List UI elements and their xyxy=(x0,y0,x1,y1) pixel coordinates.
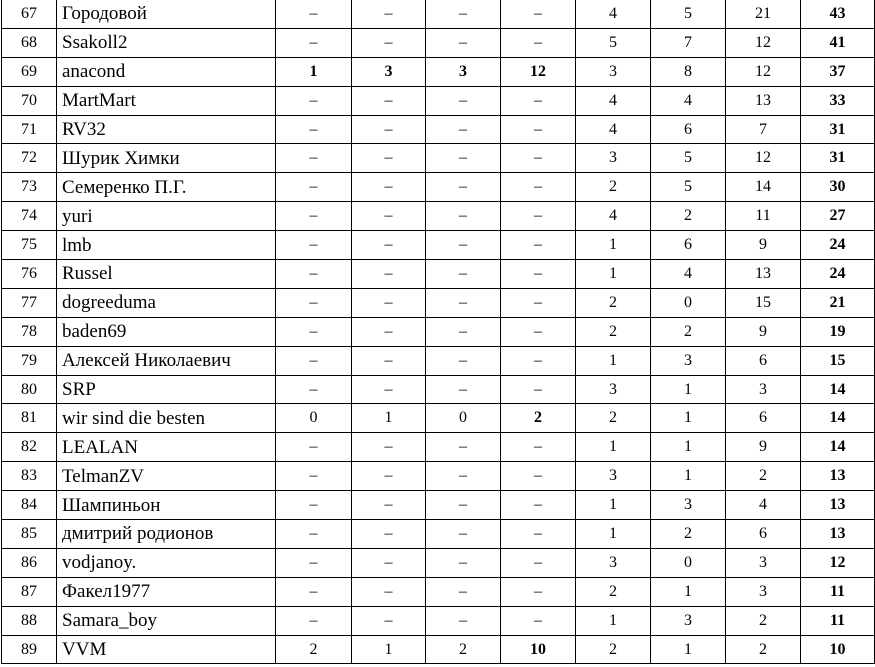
rank-cell: 87 xyxy=(2,577,57,606)
score-cell-5: 4 xyxy=(576,115,651,144)
score-cell-3: – xyxy=(426,346,501,375)
score-cell-5: 1 xyxy=(576,346,651,375)
score-cell-3: – xyxy=(426,144,501,173)
rank-cell: 85 xyxy=(2,520,57,549)
score-cell-6: 2 xyxy=(651,317,726,346)
score-cell-3: 3 xyxy=(426,57,501,86)
score-cell-7: 9 xyxy=(726,433,801,462)
score-cell-2: 3 xyxy=(352,57,426,86)
total-score-cell: 21 xyxy=(801,288,875,317)
rank-cell: 75 xyxy=(2,231,57,260)
rank-cell: 77 xyxy=(2,288,57,317)
table-row xyxy=(2,635,875,664)
total-score-cell: 27 xyxy=(801,202,875,231)
total-score-cell: 10 xyxy=(801,635,875,664)
player-name-cell: wir sind die besten xyxy=(57,404,276,433)
total-score-cell: 11 xyxy=(801,577,875,606)
score-cell-3: – xyxy=(426,115,501,144)
score-cell-7: 6 xyxy=(726,520,801,549)
score-cell-5: 4 xyxy=(576,202,651,231)
score-cell-7: 11 xyxy=(726,202,801,231)
player-name-cell: TelmanZV xyxy=(57,462,276,491)
score-cell-6: 3 xyxy=(651,491,726,520)
table-row xyxy=(2,433,875,462)
total-score-cell: 31 xyxy=(801,115,875,144)
rank-cell: 78 xyxy=(2,317,57,346)
total-score-cell: 31 xyxy=(801,144,875,173)
score-cell-4: – xyxy=(501,433,576,462)
table-row xyxy=(2,0,875,28)
score-cell-7: 12 xyxy=(726,144,801,173)
score-cell-2: – xyxy=(352,346,426,375)
score-cell-6: 6 xyxy=(651,231,726,260)
score-cell-6: 2 xyxy=(651,202,726,231)
score-cell-2: – xyxy=(352,462,426,491)
rank-cell: 83 xyxy=(2,462,57,491)
player-name-cell: yuri xyxy=(57,202,276,231)
score-cell-5: 3 xyxy=(576,144,651,173)
table-row xyxy=(2,317,875,346)
score-cell-5: 4 xyxy=(576,0,651,28)
score-cell-4: – xyxy=(501,548,576,577)
score-cell-1: – xyxy=(276,144,352,173)
score-cell-6: 5 xyxy=(651,173,726,202)
score-cell-1: – xyxy=(276,173,352,202)
score-cell-6: 3 xyxy=(651,606,726,635)
rank-cell: 73 xyxy=(2,173,57,202)
rank-cell: 67 xyxy=(2,0,57,28)
score-cell-7: 6 xyxy=(726,346,801,375)
score-cell-1: – xyxy=(276,346,352,375)
score-cell-7: 13 xyxy=(726,260,801,289)
score-cell-1: – xyxy=(276,520,352,549)
player-name-cell: MartMart xyxy=(57,86,276,115)
score-cell-5: 2 xyxy=(576,577,651,606)
score-cell-5: 2 xyxy=(576,404,651,433)
total-score-cell: 14 xyxy=(801,375,875,404)
score-cell-3: – xyxy=(426,577,501,606)
rank-cell: 81 xyxy=(2,404,57,433)
score-cell-2: – xyxy=(352,577,426,606)
score-cell-5: 4 xyxy=(576,86,651,115)
score-cell-4: – xyxy=(501,86,576,115)
score-cell-2: – xyxy=(352,375,426,404)
score-cell-3: – xyxy=(426,317,501,346)
player-name-cell: dogreeduma xyxy=(57,288,276,317)
table-row xyxy=(2,28,875,57)
score-cell-3: – xyxy=(426,375,501,404)
score-cell-6: 5 xyxy=(651,0,726,28)
player-name-cell: Городовой xyxy=(57,0,276,28)
table-row xyxy=(2,86,875,115)
player-name-cell: lmb xyxy=(57,231,276,260)
total-score-cell: 11 xyxy=(801,606,875,635)
score-cell-2: – xyxy=(352,317,426,346)
standings-table xyxy=(1,0,875,664)
score-cell-2: 1 xyxy=(352,404,426,433)
score-cell-1: 1 xyxy=(276,57,352,86)
player-name-cell: Факел1977 xyxy=(57,577,276,606)
score-cell-6: 1 xyxy=(651,375,726,404)
table-row xyxy=(2,260,875,289)
score-cell-5: 1 xyxy=(576,433,651,462)
score-cell-5: 2 xyxy=(576,288,651,317)
score-cell-2: – xyxy=(352,520,426,549)
score-cell-3: – xyxy=(426,288,501,317)
score-cell-4: – xyxy=(501,491,576,520)
score-cell-4: – xyxy=(501,462,576,491)
player-name-cell: Семеренко П.Г. xyxy=(57,173,276,202)
score-cell-1: – xyxy=(276,260,352,289)
score-cell-2: – xyxy=(352,231,426,260)
score-cell-7: 2 xyxy=(726,606,801,635)
total-score-cell: 12 xyxy=(801,548,875,577)
score-cell-7: 12 xyxy=(726,57,801,86)
score-cell-3: 2 xyxy=(426,635,501,664)
score-cell-3: – xyxy=(426,231,501,260)
score-cell-5: 3 xyxy=(576,57,651,86)
score-cell-5: 2 xyxy=(576,317,651,346)
score-cell-1: – xyxy=(276,577,352,606)
total-score-cell: 13 xyxy=(801,491,875,520)
score-cell-7: 2 xyxy=(726,635,801,664)
score-cell-5: 1 xyxy=(576,231,651,260)
score-cell-5: 1 xyxy=(576,520,651,549)
score-cell-3: – xyxy=(426,28,501,57)
score-cell-6: 0 xyxy=(651,548,726,577)
score-cell-2: 1 xyxy=(352,635,426,664)
player-name-cell: SRP xyxy=(57,375,276,404)
score-cell-2: – xyxy=(352,548,426,577)
rank-cell: 70 xyxy=(2,86,57,115)
score-cell-6: 1 xyxy=(651,577,726,606)
table-row xyxy=(2,462,875,491)
table-row xyxy=(2,404,875,433)
table-row xyxy=(2,231,875,260)
score-cell-5: 5 xyxy=(576,28,651,57)
score-cell-3: – xyxy=(426,202,501,231)
score-cell-4: – xyxy=(501,260,576,289)
rank-cell: 74 xyxy=(2,202,57,231)
score-cell-5: 2 xyxy=(576,173,651,202)
score-cell-4: – xyxy=(501,0,576,28)
rank-cell: 76 xyxy=(2,260,57,289)
score-cell-1: – xyxy=(276,606,352,635)
player-name-cell: дмитрий родионов xyxy=(57,520,276,549)
table-row xyxy=(2,288,875,317)
table-row xyxy=(2,548,875,577)
score-cell-2: – xyxy=(352,606,426,635)
player-name-cell: LEALAN xyxy=(57,433,276,462)
score-cell-6: 4 xyxy=(651,86,726,115)
score-cell-4: – xyxy=(501,115,576,144)
score-cell-2: – xyxy=(352,144,426,173)
score-cell-1: – xyxy=(276,462,352,491)
table-row xyxy=(2,577,875,606)
score-cell-4: 2 xyxy=(501,404,576,433)
score-cell-3: – xyxy=(426,520,501,549)
total-score-cell: 15 xyxy=(801,346,875,375)
score-cell-3: – xyxy=(426,462,501,491)
total-score-cell: 41 xyxy=(801,28,875,57)
score-cell-1: – xyxy=(276,86,352,115)
score-cell-2: – xyxy=(352,491,426,520)
score-cell-4: – xyxy=(501,606,576,635)
score-cell-5: 1 xyxy=(576,606,651,635)
score-cell-2: – xyxy=(352,28,426,57)
score-cell-1: – xyxy=(276,433,352,462)
total-score-cell: 13 xyxy=(801,520,875,549)
total-score-cell: 24 xyxy=(801,231,875,260)
score-cell-6: 7 xyxy=(651,28,726,57)
table-row xyxy=(2,606,875,635)
table-row xyxy=(2,375,875,404)
score-cell-5: 1 xyxy=(576,491,651,520)
total-score-cell: 13 xyxy=(801,462,875,491)
score-cell-1: – xyxy=(276,28,352,57)
total-score-cell: 19 xyxy=(801,317,875,346)
score-cell-7: 6 xyxy=(726,404,801,433)
score-cell-3: – xyxy=(426,260,501,289)
score-cell-1: – xyxy=(276,288,352,317)
player-name-cell: Samara_boy xyxy=(57,606,276,635)
total-score-cell: 30 xyxy=(801,173,875,202)
score-cell-1: – xyxy=(276,0,352,28)
player-name-cell: anacond xyxy=(57,57,276,86)
total-score-cell: 14 xyxy=(801,433,875,462)
standings-body xyxy=(2,0,875,664)
score-cell-7: 3 xyxy=(726,577,801,606)
table-row xyxy=(2,144,875,173)
rank-cell: 82 xyxy=(2,433,57,462)
score-cell-2: – xyxy=(352,260,426,289)
rank-cell: 89 xyxy=(2,635,57,664)
score-cell-4: – xyxy=(501,346,576,375)
player-name-cell: Шурик Химки xyxy=(57,144,276,173)
total-score-cell: 24 xyxy=(801,260,875,289)
score-cell-7: 9 xyxy=(726,317,801,346)
player-name-cell: Ssakoll2 xyxy=(57,28,276,57)
score-cell-1: – xyxy=(276,115,352,144)
player-name-cell: Алексей Николаевич xyxy=(57,346,276,375)
score-cell-3: 0 xyxy=(426,404,501,433)
player-name-cell: vodjanoy. xyxy=(57,548,276,577)
table-row xyxy=(2,346,875,375)
score-cell-6: 8 xyxy=(651,57,726,86)
score-cell-3: – xyxy=(426,0,501,28)
score-cell-7: 9 xyxy=(726,231,801,260)
total-score-cell: 43 xyxy=(801,0,875,28)
score-cell-4: – xyxy=(501,317,576,346)
score-cell-6: 5 xyxy=(651,144,726,173)
total-score-cell: 37 xyxy=(801,57,875,86)
score-cell-6: 2 xyxy=(651,520,726,549)
score-cell-6: 1 xyxy=(651,433,726,462)
score-cell-4: 12 xyxy=(501,57,576,86)
score-cell-3: – xyxy=(426,606,501,635)
score-cell-7: 21 xyxy=(726,0,801,28)
score-cell-3: – xyxy=(426,548,501,577)
rank-cell: 68 xyxy=(2,28,57,57)
score-cell-1: – xyxy=(276,548,352,577)
rank-cell: 71 xyxy=(2,115,57,144)
score-cell-3: – xyxy=(426,433,501,462)
score-cell-2: – xyxy=(352,202,426,231)
score-cell-7: 2 xyxy=(726,462,801,491)
rank-cell: 79 xyxy=(2,346,57,375)
score-cell-6: 1 xyxy=(651,404,726,433)
score-cell-6: 4 xyxy=(651,260,726,289)
score-cell-7: 14 xyxy=(726,173,801,202)
table-row xyxy=(2,520,875,549)
score-cell-1: – xyxy=(276,491,352,520)
score-cell-4: – xyxy=(501,144,576,173)
rank-cell: 86 xyxy=(2,548,57,577)
rank-cell: 72 xyxy=(2,144,57,173)
player-name-cell: RV32 xyxy=(57,115,276,144)
score-cell-4: 10 xyxy=(501,635,576,664)
score-cell-1: – xyxy=(276,375,352,404)
score-cell-5: 2 xyxy=(576,635,651,664)
player-name-cell: VVM xyxy=(57,635,276,664)
score-cell-6: 0 xyxy=(651,288,726,317)
score-cell-2: – xyxy=(352,173,426,202)
total-score-cell: 33 xyxy=(801,86,875,115)
score-cell-2: – xyxy=(352,0,426,28)
score-cell-7: 12 xyxy=(726,28,801,57)
rank-cell: 80 xyxy=(2,375,57,404)
score-cell-1: 2 xyxy=(276,635,352,664)
score-cell-5: 3 xyxy=(576,462,651,491)
score-cell-6: 1 xyxy=(651,635,726,664)
score-cell-4: – xyxy=(501,202,576,231)
score-cell-4: – xyxy=(501,288,576,317)
table-row xyxy=(2,202,875,231)
score-cell-6: 1 xyxy=(651,462,726,491)
score-cell-3: – xyxy=(426,86,501,115)
score-cell-1: – xyxy=(276,317,352,346)
score-cell-4: – xyxy=(501,520,576,549)
player-name-cell: baden69 xyxy=(57,317,276,346)
score-cell-3: – xyxy=(426,491,501,520)
score-cell-2: – xyxy=(352,86,426,115)
player-name-cell: Шампиньон xyxy=(57,491,276,520)
score-cell-4: – xyxy=(501,231,576,260)
total-score-cell: 14 xyxy=(801,404,875,433)
score-cell-7: 7 xyxy=(726,115,801,144)
rank-cell: 88 xyxy=(2,606,57,635)
score-cell-2: – xyxy=(352,288,426,317)
table-row xyxy=(2,57,875,86)
score-cell-5: 3 xyxy=(576,375,651,404)
score-cell-5: 3 xyxy=(576,548,651,577)
table-row xyxy=(2,173,875,202)
score-cell-6: 6 xyxy=(651,115,726,144)
score-cell-3: – xyxy=(426,173,501,202)
score-cell-7: 15 xyxy=(726,288,801,317)
rank-cell: 69 xyxy=(2,57,57,86)
score-cell-4: – xyxy=(501,173,576,202)
table-row xyxy=(2,115,875,144)
score-cell-4: – xyxy=(501,28,576,57)
player-name-cell: Russel xyxy=(57,260,276,289)
score-cell-1: – xyxy=(276,202,352,231)
score-cell-2: – xyxy=(352,115,426,144)
score-cell-4: – xyxy=(501,375,576,404)
score-cell-7: 4 xyxy=(726,491,801,520)
rank-cell: 84 xyxy=(2,491,57,520)
score-cell-6: 3 xyxy=(651,346,726,375)
score-cell-7: 3 xyxy=(726,548,801,577)
score-cell-2: – xyxy=(352,433,426,462)
score-cell-7: 3 xyxy=(726,375,801,404)
score-cell-5: 1 xyxy=(576,260,651,289)
score-cell-1: – xyxy=(276,231,352,260)
score-cell-4: – xyxy=(501,577,576,606)
score-cell-7: 13 xyxy=(726,86,801,115)
score-cell-1: 0 xyxy=(276,404,352,433)
table-row xyxy=(2,491,875,520)
